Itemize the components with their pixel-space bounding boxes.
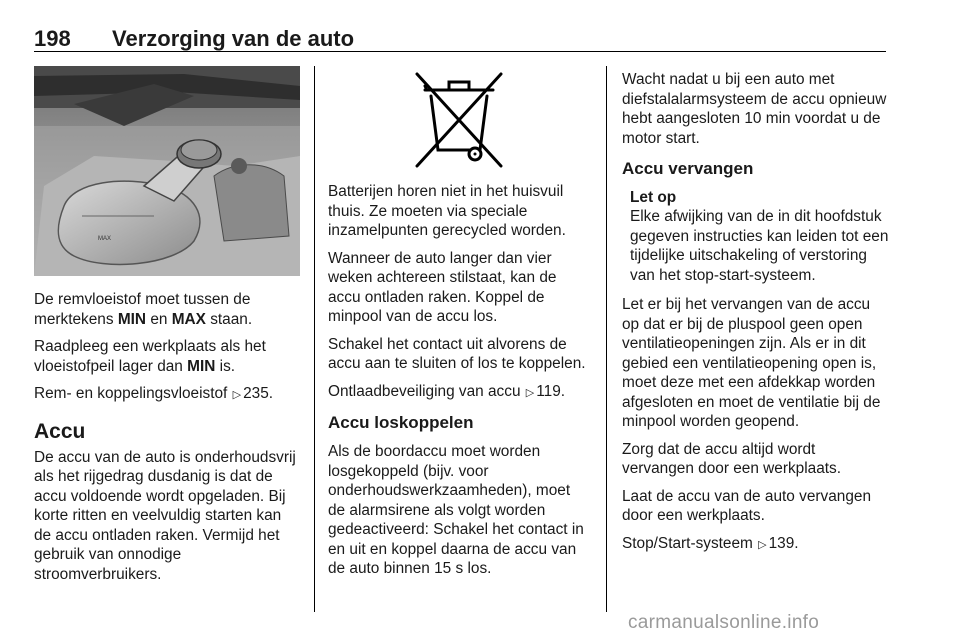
discharge-protection-reference[interactable]: Ontlaadbeveiliging van accu ▷ 119.: [328, 382, 566, 400]
section-heading-replace: Accu vervangen: [622, 159, 754, 178]
page-reference-arrow-icon: ▷: [758, 537, 767, 551]
fluid-level-paragraph: Raadpleeg een werkplaats als het vloeistofpeil lager dan MIN is.: [34, 338, 266, 375]
battery-idle-paragraph: Wanneer de auto langer dan vier weken achtereen stilstaat, kan de accu ontladen raken. Koppel de minpool van de accu los.: [328, 249, 557, 325]
caution-label: Let op: [630, 189, 677, 206]
page-reference-arrow-icon: ▷: [525, 385, 535, 399]
watermark: carmanualsonline.info: [628, 612, 820, 633]
column-divider-right: [606, 66, 607, 612]
replace-workshop-paragraph-2: Laat de accu van de auto vervangen door een werkplaats.: [622, 487, 872, 524]
section-heading-accu: Accu: [34, 419, 86, 443]
header-rule: [34, 51, 886, 52]
stop-start-reference[interactable]: Stop/Start-systeem ▷ 139.: [622, 534, 799, 552]
page-reference-arrow-icon: ▷: [232, 388, 242, 401]
disconnect-paragraph: Als de boordaccu moet worden losgekoppeld (bijv. voor onderhoudswerkzaamheden), moet de alarmsirene als volgt worden gedeactiveerd: Schakel het contact in en uit en koppel daarna de accu van de auto binnen 15 s los.: [328, 443, 584, 577]
section-heading-disconnect: Accu loskoppelen: [328, 413, 474, 432]
crossed-out-bin-icon: [407, 68, 511, 172]
page-header: [34, 26, 886, 52]
ventilation-paragraph: Let er bij het vervangen van de accu op dat er bij de pluspool geen open ventilatieopeningen zijn. Als er in dit gebied een ventilatieopening open is, moet deze met een afdekkap worden afgesloten en moet de ventilatie bij de minpool worden geopend.: [622, 296, 881, 430]
column-right: [622, 70, 890, 562]
column-left: [34, 290, 302, 592]
photo-max-label: MAX: [98, 236, 112, 242]
alarm-wait-paragraph: Wacht nadat u bij een auto met diefstalalarmsysteem de accu opnieuw hebt aangesloten 10 min voordat u de motor start.: [622, 71, 887, 147]
battery-intro-paragraph: De accu van de auto is onderhoudsvrij als het rijgedrag dusdanig is dat de accu voldoende wordt opgeladen. Bij korte ritten en veelvuldig starten kan de accu ontladen raken. Vermijd het gebruik van onnodige stroomverbruikers.: [34, 448, 296, 583]
page-title: Verzorging van de auto: [112, 26, 355, 51]
brake-fluid-reservoir-photo: [34, 66, 300, 276]
column-divider-left: [314, 66, 315, 612]
battery-disposal-paragraph: Batterijen horen niet in het huisvuil thuis. Ze moeten via speciale inzamelpunten gerecycled worden.: [328, 183, 566, 239]
brake-fluid-paragraph: De remvloeistof moet tussen de merktekens MIN en MAX staan.: [34, 291, 253, 328]
brake-clutch-fluid-reference[interactable]: Rem- en koppelingsvloeistof ▷ 235.: [34, 385, 274, 402]
column-middle: [328, 182, 590, 587]
ignition-off-paragraph: Schakel het contact uit alvorens de accu aan te sluiten of los te koppelen.: [328, 335, 586, 372]
caution-text: Elke afwijking van de in dit hoofdstuk gegeven instructies kan leiden tot een tijdelijke uitschakeling of verstoring van het stop-start-systeem.: [630, 208, 889, 284]
caution-note: [630, 188, 890, 285]
replace-workshop-paragraph: Zorg dat de accu altijd wordt vervangen door een werkplaats.: [622, 440, 842, 477]
page-number: 198: [34, 26, 71, 51]
